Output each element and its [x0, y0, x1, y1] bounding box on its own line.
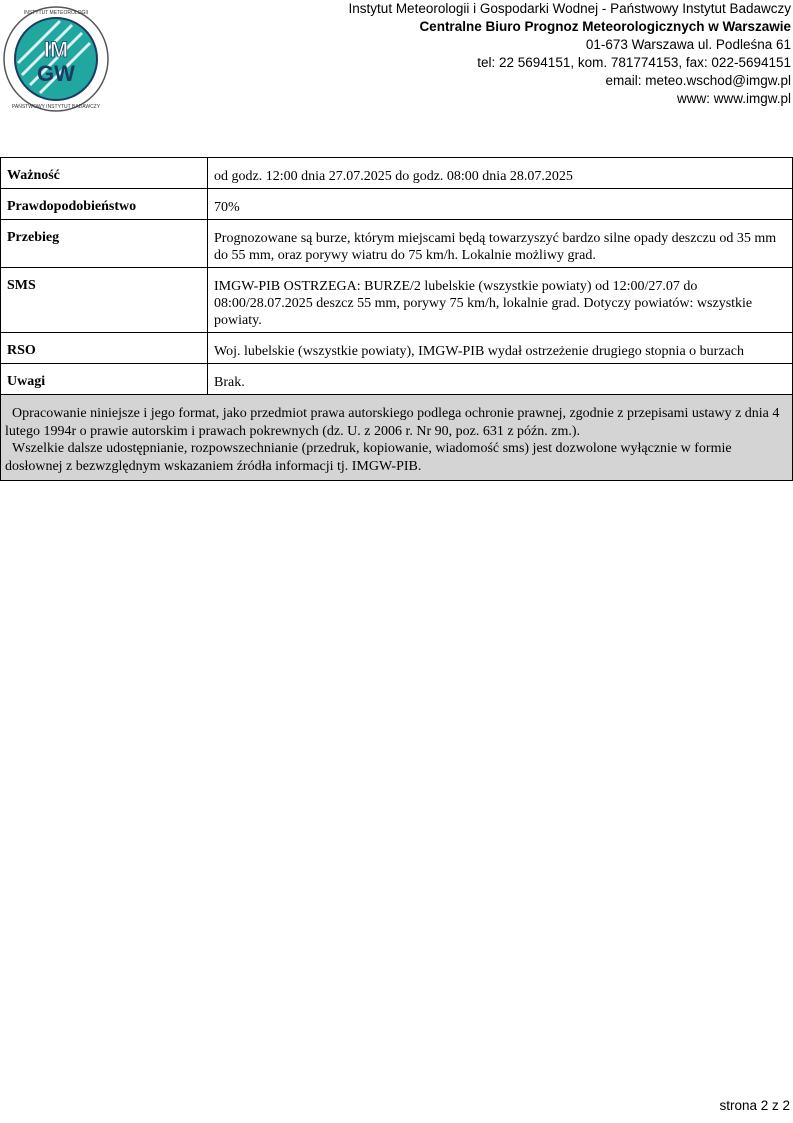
warning-table [0, 157, 793, 481]
copyright-row [1, 395, 793, 481]
imgw-logo [2, 5, 110, 113]
table-row [1, 220, 793, 268]
page-number: strona 2 z 2 [719, 1098, 790, 1113]
svg-text:INSTYTUT METEOROLOGII: INSTYTUT METEOROLOGII [23, 10, 89, 16]
phone-line: tel: 22 5694151, kom. 781774153, fax: 022-5694151 [477, 55, 791, 70]
row-value: Woj. lubelskie (wszystkie powiaty), IMGW-PIB wydał ostrzeżenie drugiego stopnia o burzach [208, 333, 793, 364]
institute-name: Instytut Meteorologii i Gospodarki Wodnej - Państwowy Instytut Badawczy [348, 1, 791, 16]
table-row [1, 158, 793, 189]
table-row [1, 189, 793, 220]
svg-text:PAŃSTWOWY INSTYTUT BADAWCZY: PAŃSTWOWY INSTYTUT BADAWCZY [11, 104, 101, 110]
row-label: Uwagi [1, 364, 208, 395]
row-label: Ważność [1, 158, 208, 189]
table-row [1, 364, 793, 395]
email-line: email: meteo.wschod@imgw.pl [605, 73, 791, 88]
institute-header [349, 0, 791, 108]
table-row [1, 268, 793, 333]
table-row [1, 333, 793, 364]
copyright-para-2: Wszelkie dalsze udostępnianie, rozpowszechnianie (przedruk, kopiowanie, wiadomość sms) jest dozwolone wyłącznie w formie dosłownej z bezwzględnym wskazaniem źródła informacji tj. IMGW-PIB. [5, 441, 732, 474]
copyright-notice [1, 395, 793, 481]
row-label: Przebieg [1, 220, 208, 268]
address: 01-673 Warszawa ul. Podleśna 61 [585, 37, 791, 52]
bureau-name: Centralne Biuro Prognoz Meteorologicznych w Warszawie [419, 19, 791, 34]
row-label: Prawdopodobieństwo [1, 189, 208, 220]
www-line: www: www.imgw.pl [676, 91, 791, 106]
row-value: IMGW-PIB OSTRZEGA: BURZE/2 lubelskie (wszystkie powiaty) od 12:00/27.07 do 08:00/28.07.2025 deszcz 55 mm, porywy 75 km/h, lokalnie grad. Dotyczy powiatów: wszystkie powiaty. [208, 268, 793, 333]
row-value: Brak. [208, 364, 793, 395]
row-value: Prognozowane są burze, którym miejscami będą towarzyszyć bardzo silne opady deszczu od 35 mm do 55 mm, oraz porywy wiatru do 75 km/h. Lokalnie możliwy grad. [208, 220, 793, 268]
row-label: RSO [1, 333, 208, 364]
svg-text:IM: IM [43, 37, 69, 62]
row-value: 70% [208, 189, 793, 220]
copyright-para-1: Opracowanie niniejsze i jego format, jako przedmiot prawa autorskiego podlega ochronie prawnej, zgodnie z przepisami ustawy z dnia 4 lutego 1994r o prawie autorskim i prawach pokrewnych (dz. U. z 2006 r. Nr 90, poz. 631 z późn. zm.). [5, 406, 780, 439]
row-label: SMS [1, 268, 208, 333]
row-value: od godz. 12:00 dnia 27.07.2025 do godz. 08:00 dnia 28.07.2025 [208, 158, 793, 189]
svg-text:GW: GW [37, 61, 75, 86]
